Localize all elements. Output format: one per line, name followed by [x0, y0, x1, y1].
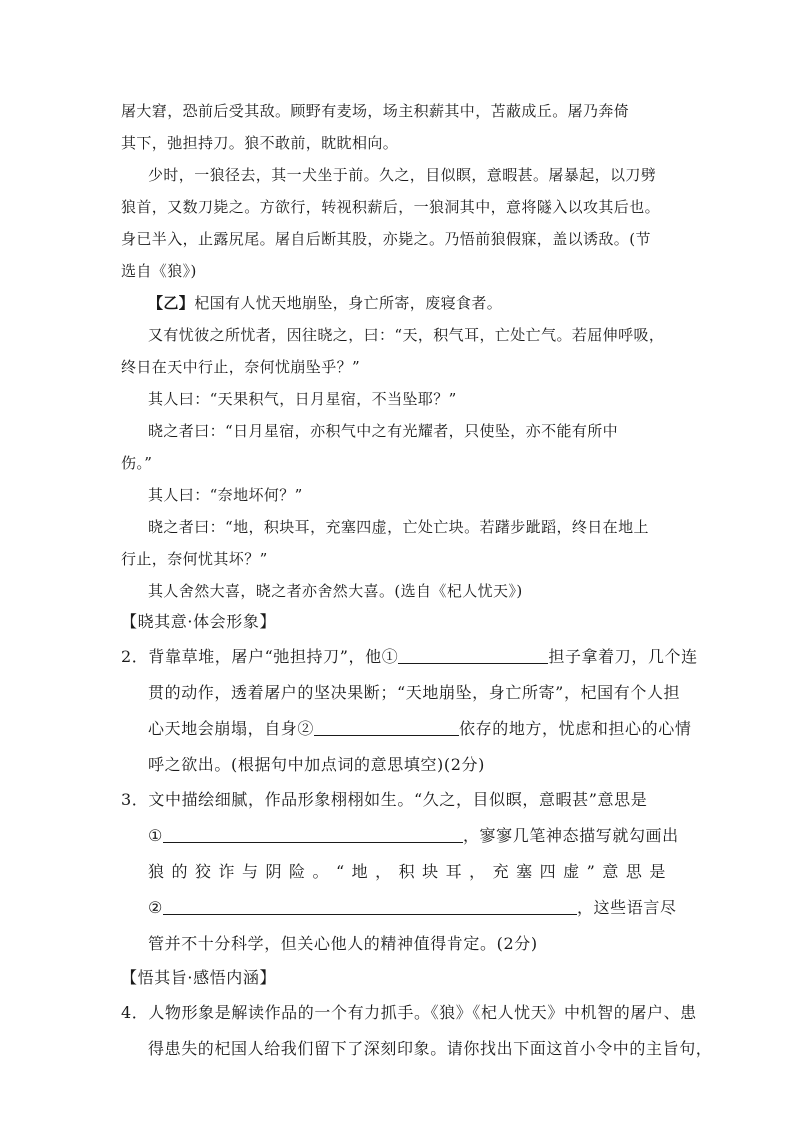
q3-line-2	[148, 826, 679, 846]
passage-yi-line-3: 终日在天中行止，奈何忧崩坠乎？”	[121, 358, 361, 376]
passage-yi-line-2: 又有忧彼之所忧者，因往晓之，曰：“天，积气耳，亡处亡气。若屈伸呼吸，	[148, 326, 665, 344]
q4-line-1: 4．人物形象是解读作品的一个有力抓手。《狼》《杞人忧天》中机智的屠户、患	[121, 1003, 697, 1022]
passage-yi-line-8: 晓之者曰：“地，积块耳，充塞四虚，亡处亡块。若躇步跐蹈，终日在地上	[148, 518, 649, 536]
q3-line-4	[148, 898, 677, 918]
passage-yi-line-7: 其人曰：“奈地坏何？”	[148, 486, 303, 504]
q3-blank-2[interactable]	[163, 898, 577, 915]
q2-line-2: 贯的动作，透着屠户的坚决果断；“天地崩坠，身亡所寄”，杞国有个人担	[148, 683, 681, 702]
q2-line-3	[148, 719, 691, 739]
passage-yi-text: 杞国有人忧天地崩坠，身亡所寄，废寝食者。	[194, 294, 503, 312]
q3-blank-1[interactable]	[163, 826, 463, 843]
passage-jia-line-5: 身已半入，止露尻尾。屠自后断其股，亦毙之。乃悟前狼假寐，盖以诱敌。(节	[121, 230, 651, 248]
q2-text-c: 心天地会崩塌，自身②	[148, 719, 315, 738]
passage-yi-tag: 【乙】	[148, 294, 195, 312]
passage-yi-line-6: 伤。”	[121, 454, 153, 472]
passage-jia-line-4: 狼首，又数刀毙之。方欲行，转视积薪后，一狼洞其中，意将隧入以攻其后也。	[121, 198, 661, 216]
passage-yi-line-10: 其人舍然大喜，晓之者亦舍然大喜。(选自《杞人忧天》)	[148, 582, 523, 600]
passage-jia-line-6: 选自《狼》)	[121, 262, 197, 280]
q2-line-4: 呼之欲出。(根据句中加点词的意思填空)(2分)	[148, 755, 485, 774]
q3-line-3: 狼的狡诈与阴险。“地，积块耳，充塞四虚”意思是	[148, 862, 673, 881]
q3-marker-2: ②	[148, 898, 163, 917]
section-title-1: 【晓其意·体会形象】	[121, 612, 277, 631]
q3-marker-1: ①	[148, 826, 163, 845]
passage-jia-line-3: 少时，一狼径去，其一犬坐于前。久之，目似瞑，意暇甚。屠暴起，以刀劈	[148, 166, 657, 184]
q3-line-5: 管并不十分科学，但关心他人的精神值得肯定。(2分)	[148, 934, 538, 953]
q2-blank-2[interactable]	[314, 719, 459, 736]
q4-line-2: 得患失的杞国人给我们留下了深刻印象。请你找出下面这首小令中的主旨句，	[148, 1039, 713, 1058]
q2-blank-1[interactable]	[398, 647, 548, 664]
q2-text-a: 2．背靠草堆，屠户“弛担持刀”，他①	[121, 647, 399, 666]
q2-text-d: 依存的地方，忧虑和担心的心情	[459, 719, 692, 738]
passage-yi-line-5: 晓之者曰：“日月星宿，亦积气中之有光耀者，只使坠，亦不能有所中	[148, 422, 619, 440]
passage-yi-line-1	[148, 293, 502, 313]
passage-yi-line-9: 行止，奈何忧其坏？”	[121, 550, 268, 568]
passage-jia-line-2: 其下，弛担持刀。狼不敢前，眈眈相向。	[121, 134, 399, 152]
q3-text-b: ，这些语言尽	[576, 898, 677, 917]
passage-jia-line-1: 屠大窘，恐前后受其敌。顾野有麦场，场主积薪其中，苫蔽成丘。屠乃奔倚	[121, 102, 630, 120]
q3-line-1: 3．文中描绘细腻，作品形象栩栩如生。“久之，目似瞑，意暇甚”意思是	[121, 790, 648, 809]
passage-yi-line-4: 其人曰：“天果积气，日月星宿，不当坠耶？”	[148, 390, 457, 408]
q2-line-1	[121, 647, 698, 667]
q3-text-a: ，寥寥几笔神态描写就勾画出	[462, 826, 679, 845]
q2-text-b: 担子拿着刀，几个连	[548, 647, 698, 666]
section-title-2: 【悟其旨·感悟内涵】	[121, 968, 277, 987]
